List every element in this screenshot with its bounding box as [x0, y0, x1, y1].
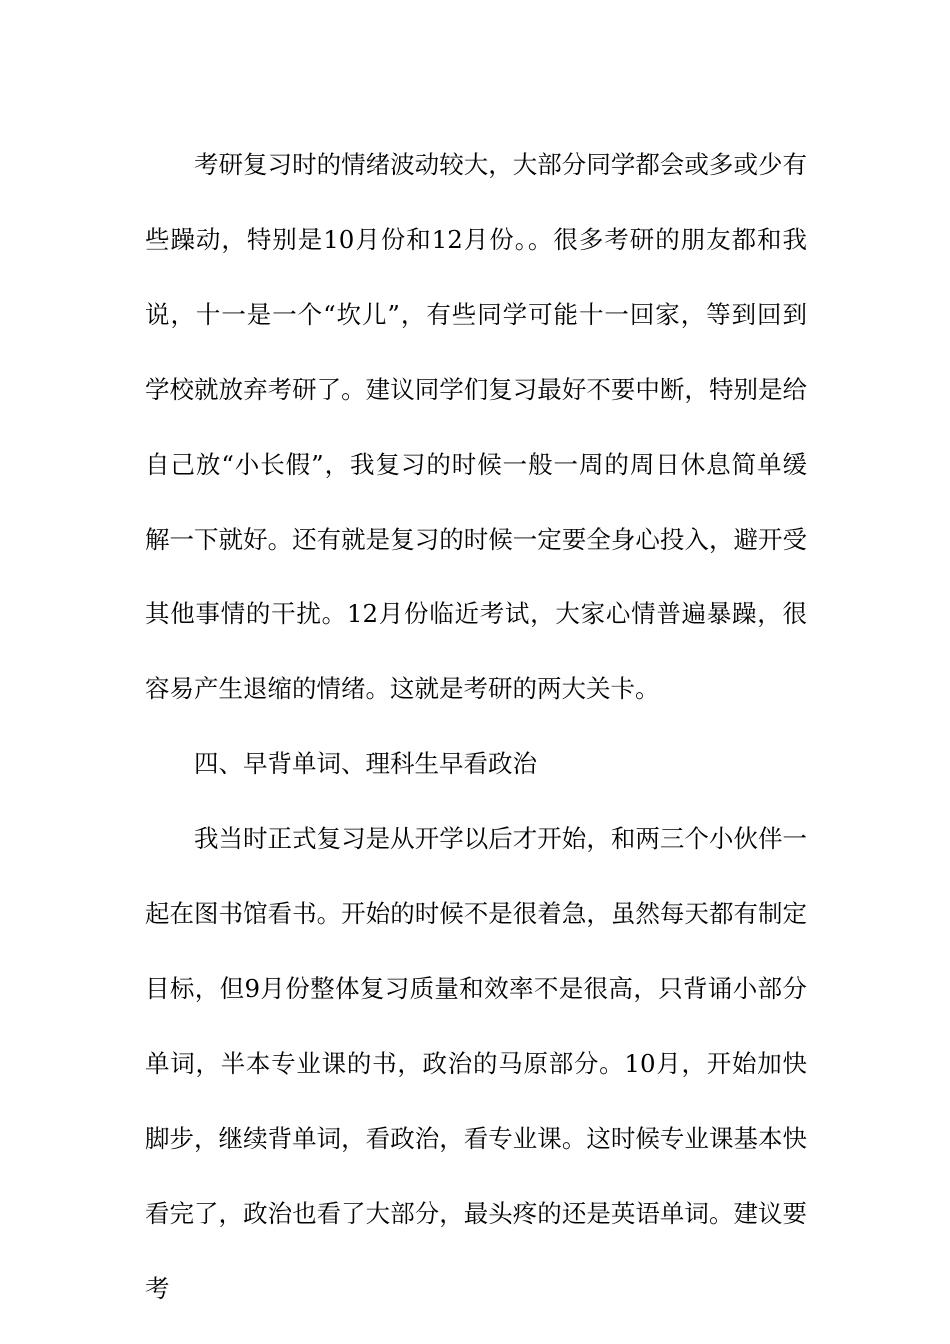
body-paragraph: 考研复习时的情绪波动较大，大部分同学都会或多或少有些躁动，特别是10月份和12月份。。很多考研的朋友都和我说，十一是一个“坎儿”，有些同学可能十一回家，等到回到学校就放弃考研了。建议同学们复习最好不要中断，特别是给自己放“小长假”，我复习的时候一般一周的周日休息简单缓解一下就好。还有就是复习的时候一定要全身心投入，避开受其他事情的干扰。12月份临近考试，大家心情普遍暴躁，很容易产生退缩的情绪。这就是考研的两大关卡。 [145, 150, 807, 704]
body-paragraph: 我当时正式复习是从开学以后才开始，和两三个小伙伴一起在图书馆看书。开始的时候不是很着急，虽然每天都有制定目标，但9月份整体复习质量和效率不是很高，只背诵小部分单词，半本专业课的书，政治的马原部分。10月，开始加快脚步，继续背单词，看政治，看专业课。这时候专业课基本快看完了，政治也看了大部分，最头疼的还是英语单词。建议要考 [145, 824, 807, 1303]
document-body [145, 128, 807, 1327]
section-heading: 四、早背单词、理科生早看政治 [194, 749, 537, 779]
